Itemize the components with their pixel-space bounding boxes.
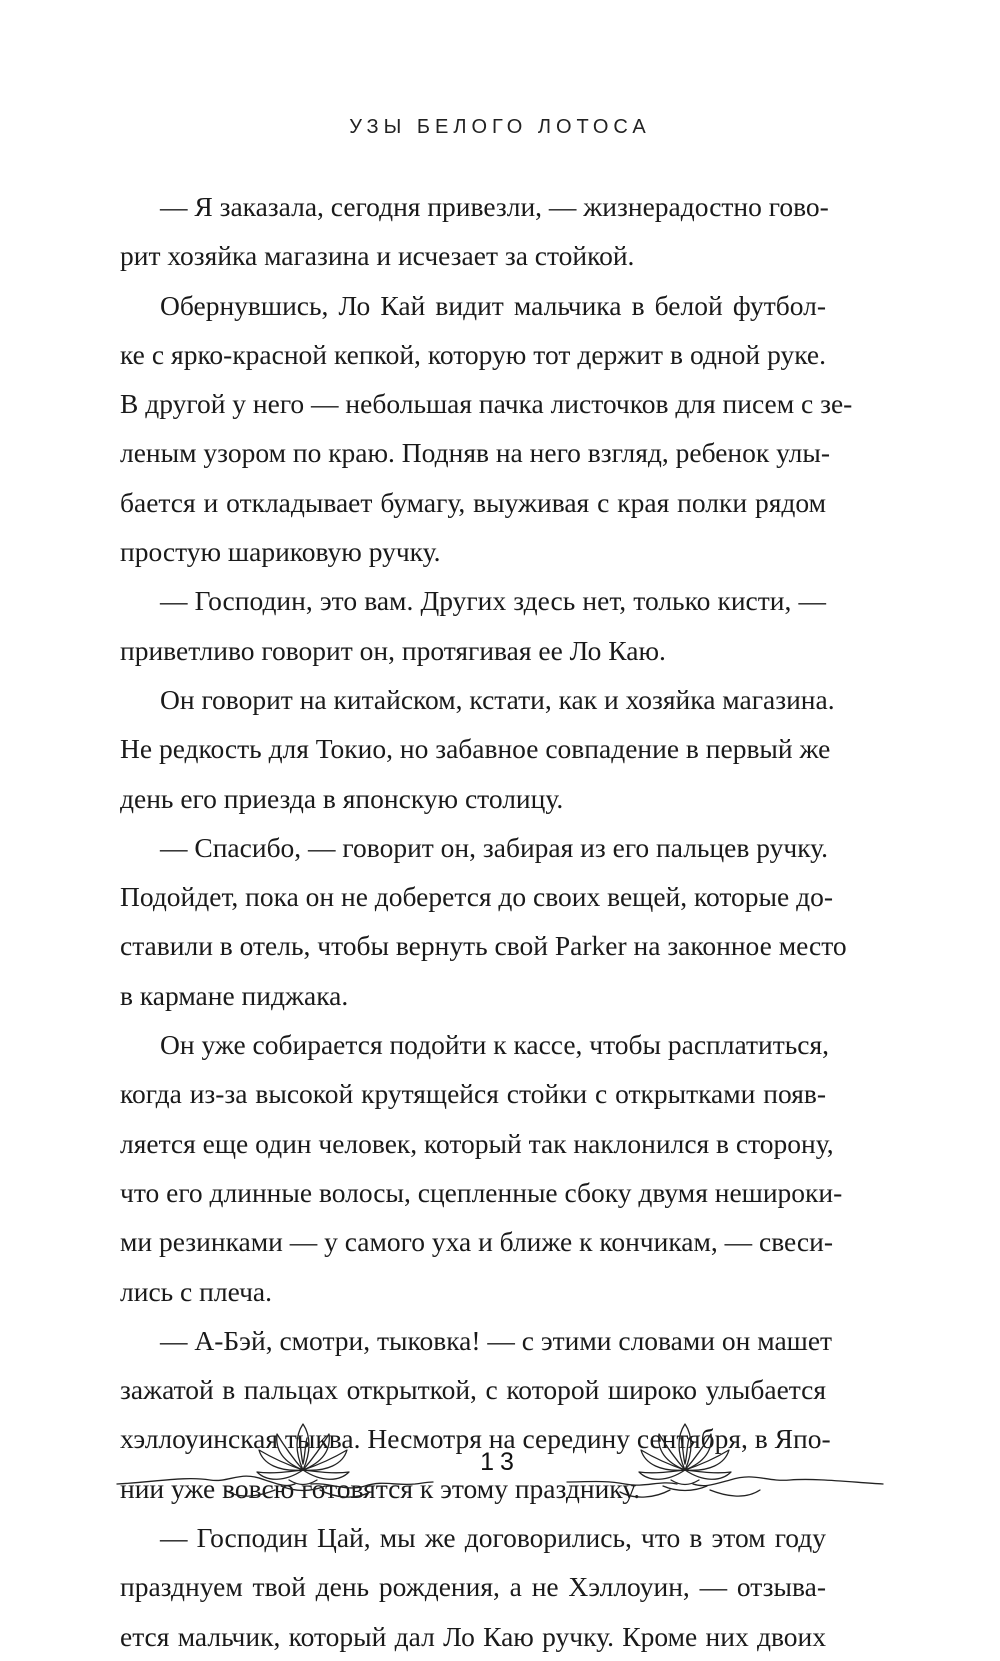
text-line: простую шариковую ручку. xyxy=(120,536,441,568)
text-line: Подойдет, пока он не доберется до своих вещей, которые до- xyxy=(120,881,833,913)
text-line: леным узором по краю. Подняв на него взгляд, ребенок улы- xyxy=(120,437,831,469)
running-head: УЗЫ БЕЛОГО ЛОТОСА xyxy=(349,116,651,138)
paragraph xyxy=(120,675,835,823)
paragraph xyxy=(120,182,829,281)
text-line: — Господин, это вам. Других здесь нет, только кисти, — xyxy=(160,585,826,617)
text-line: ставили в отель, чтобы вернуть свой Parker на законное место xyxy=(120,930,847,962)
text-line: В другой у него — небольшая пачка листочков для писем с зе- xyxy=(120,388,853,420)
page-footer xyxy=(0,1410,1000,1520)
text-line: нии уже вовсю готовятся к этому празднику. xyxy=(120,1472,641,1504)
text-line: — Спасибо, — говорит он, забирая из его пальцев ручку. xyxy=(160,831,829,863)
page-number: 13 xyxy=(480,1448,520,1476)
text-line: зажатой в пальцах открыткой, с которой широко улыбается xyxy=(120,1374,826,1406)
text-line: — Господин Цай, мы же договорились, что в этом году xyxy=(160,1522,826,1554)
text-line: что его длинные волосы, сцепленные сбоку двумя неширoки- xyxy=(120,1176,843,1208)
text-line: Не редкость для Токио, но забавное совпадение в первый же xyxy=(120,733,831,765)
text-line: — Я заказала, сегодня привезли, — жизнерадостно гово- xyxy=(160,191,829,222)
text-line: Обернувшись, Ло Кай видит мальчика в белой футбол- xyxy=(160,289,826,321)
paragraph xyxy=(120,823,847,1020)
text-line: — А-Бэй, смотри, тыковка! — с этими словами он машет xyxy=(160,1324,833,1356)
text-line: празднуем твой день рождения, а не Хэллоуин, — отзыва- xyxy=(120,1571,826,1603)
paragraph xyxy=(120,1020,843,1316)
text-line: ке с ярко-красной кепкой, которую тот держит в одной руке. xyxy=(120,338,826,370)
text-line: ми резинками — у самого уха и ближе к кончикам, — свеси- xyxy=(120,1226,834,1258)
text-line: ется мальчик, который дал Ло Каю ручку. Кроме них двоих xyxy=(120,1620,826,1652)
paragraph xyxy=(120,281,853,577)
text-line: когда из-за высокой крутящейся стойки с открытками появ- xyxy=(120,1078,826,1110)
text-line: рит хозяйка магазина и исчезает за стойкой. xyxy=(120,240,635,272)
paragraph xyxy=(120,1513,826,1661)
text-line: Он говорит на китайском, кстати, как и хозяйка магазина. xyxy=(160,683,835,715)
text-line: лись с плеча. xyxy=(120,1275,273,1307)
lotus-icon xyxy=(565,1410,885,1520)
text-line: хэллоуинская тыква. Несмотря на середину сентября, в Япо- xyxy=(120,1423,831,1455)
text-line: Он уже собирается подойти к кассе, чтобы расплатиться, xyxy=(160,1029,829,1061)
text-line: день его приезда в японскую столицу. xyxy=(120,782,564,814)
text-line: приветливо говорит он, протягивая ее Ло Каю. xyxy=(120,634,666,666)
paragraph xyxy=(120,576,826,675)
text-line: ляется еще один человек, который так наклонился в сторону, xyxy=(120,1127,834,1159)
text-line: бается и откладывает бумагу, выуживая с края полки рядом xyxy=(120,486,826,518)
text-line: в кармане пиджака. xyxy=(120,979,349,1011)
